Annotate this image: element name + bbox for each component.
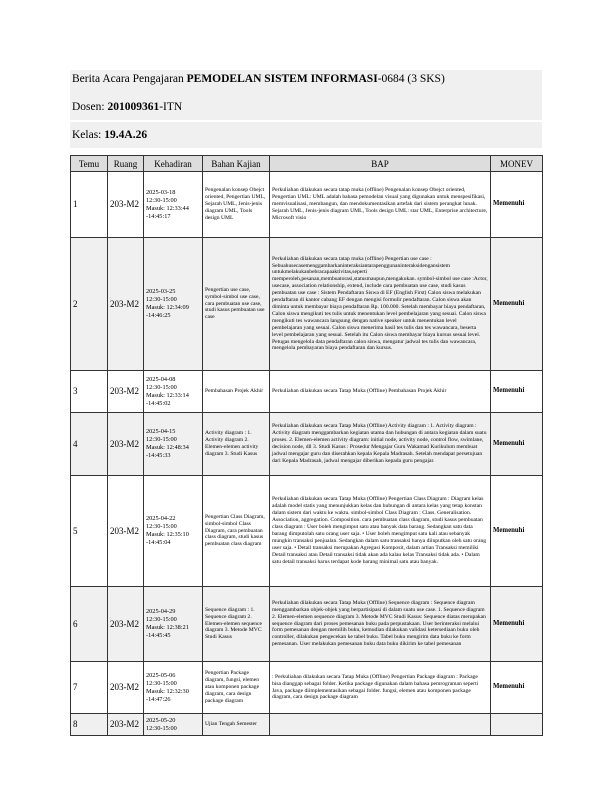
cell-bahan-kajian: Pengertian use case, symbol-simbol use case, cara pembuatan use case, studi kasus pembuatan use case <box>203 238 270 371</box>
course-name: PEMODELAN SISTEM INFORMASI <box>186 73 378 85</box>
cell-bap: Perkuliahan dilakukan secara Tatap Muka (Offline) Activity diagram : 1. Activity diagram : Activity diagram menggambarkan kegiatan utama dan hubungan di antara kegiatan dalam suatu proses. 2. Elemen-elemen activity diagram: initial node, activity node, control flow, swimlane, decision node, dll 3. Studi Kasus : Prosedur Mengajar Guru Wakamad Kurikulum membuat jadwal mengajar guru dan diserahkan kepala Kepala Madrasah. Setelah mendapat persetujuan dari Kepala Madrasah, jadwal mengajar diberikan kepada guru pengajar. <box>270 413 491 476</box>
col-bap: BAP <box>270 156 491 172</box>
col-monev: MONEV <box>491 156 543 172</box>
cell-monev: Memenuhi <box>491 662 543 714</box>
header-kelas <box>70 122 542 148</box>
cell-bahan-kajian: Pengertian Class Diagram, simbol-simbol Class Diagram, cara pembuatan class diagram, studi kasus pembuatan class diagram <box>203 476 270 587</box>
tanggal: 2025-05-20 <box>146 716 176 724</box>
keluar: -14:47:26 <box>146 695 171 703</box>
header-course <box>70 70 542 92</box>
col-ruang: Ruang <box>108 156 144 172</box>
header-dosen <box>70 92 542 120</box>
masuk: Masuk: 12:35:10 <box>146 531 189 538</box>
cell-kehadiran <box>144 172 203 238</box>
cell-bap: Perkuliahan dilakukan secara tatap muka (offline) Pengenalan konsep Obejct oriented, Pengertian UML: UML adalah bahasa pemodelan visual yang digunakan untuk menspesifikasi, memvisualisasi, membangun, dan mendokumentasikan artefak dari sistem perangkat lunak. Sejarah UML, Jenis-jenis diagram UML, Tools design UML: star UML, Enterprise architecture, Microsoft visio <box>270 172 491 238</box>
cell-bap: Perkuliahan dilakukan secara Tatap Muka (Offline) Pembahasan Projek Akhir <box>270 371 491 413</box>
tanggal: 2025-04-22 <box>146 515 176 522</box>
tanggal: 2025-03-18 <box>146 188 176 196</box>
col-bahan-kajian: Bahan Kajian <box>203 156 270 172</box>
table-row <box>71 371 543 413</box>
jam: 12:30-15:00 <box>146 196 177 204</box>
cell-ruang: 203-M2 <box>108 662 144 714</box>
cell-ruang: 203-M2 <box>108 238 144 371</box>
keluar: -14:45:04 <box>146 539 171 546</box>
cell-bap: Perkuliahan dilakukan secara Tatap Muka (Offline) Sequence diagram : Sequence diagram menggambarkan objek-objek yang berpartisipasi di dalam suatu use case. 1. Sequence diagram 2. Elemen-elemen sequence diagram 3. Metode MVC Studi Kasus: Sequence diatas merupakan sequence diagram dari proses pemesanan buku pada perpustakaan. User berinteraksi melalui form pemesanan dengan memilih buku, kemudian dilakukan validasi ketersediaan buku oleh controller, dilakukan pengecekan ke tabel buku. Tabel buku mengirim data buku ke form pemesanan. User melakukan pemesanan buku data buku dikirim ke tabel pemesanan <box>270 587 491 662</box>
cell-bahan-kajian: Sequence diagram : 1. Sequence diagram 2. Elemen-elemen sequence diagram 3. Metode MVC Studi Kasus <box>203 587 270 662</box>
tanggal: 2025-04-15 <box>146 428 176 435</box>
cell-bap <box>270 714 491 736</box>
cell-kehadiran <box>144 238 203 371</box>
tanggal: 2025-04-29 <box>146 608 176 615</box>
cell-bap: : Perkuliahan dilakukan secara Tatap Muka (Offline) Pengertian Package diagram : Package bisa dianggap sebagai folder. Ketika package digunakan dalam bahasa pemrograman seperti Java, package diimplementasikan sebagai folder. fungsi, elemen atau komponen package diagram, cara design package diagram <box>270 662 491 714</box>
cell-kehadiran <box>144 714 203 736</box>
cell-ruang: 203-M2 <box>108 587 144 662</box>
tanggal: 2025-04-08 <box>146 375 176 383</box>
cell-bahan-kajian: Pengenalan konsep Obejct oriented, Pengertian UML, Sejarah UML, Jenis-jenis diagram UML, Tools design UML <box>203 172 270 238</box>
cell-temu: 5 <box>71 476 108 587</box>
cell-monev: Memenuhi <box>491 172 543 238</box>
cell-temu: 3 <box>71 371 108 413</box>
cell-kehadiran <box>144 371 203 413</box>
cell-monev: Memenuhi <box>491 238 543 371</box>
jam: 12:30-15:00 <box>146 616 177 623</box>
jam: 12:30-15:00 <box>146 679 177 687</box>
cell-kehadiran <box>144 662 203 714</box>
table-row <box>71 662 543 714</box>
keluar: -14:46:25 <box>146 312 171 319</box>
masuk: Masuk: 12:34:09 <box>146 304 189 311</box>
course-suffix: -0684 (3 SKS) <box>377 73 445 85</box>
jam: 12:30-15:00 <box>146 724 177 732</box>
cell-temu: 4 <box>71 413 108 476</box>
cell-bahan-kajian: Pembahasan Projek Akhir <box>203 371 270 413</box>
jam: 12:30-15:00 <box>146 523 177 530</box>
kelas-value: 19.4A.26 <box>104 129 148 141</box>
bap-table <box>70 155 543 736</box>
jam: 12:30-15:00 <box>146 383 177 391</box>
table-header-row <box>71 156 543 172</box>
table-row <box>71 172 543 238</box>
cell-ruang: 203-M2 <box>108 476 144 587</box>
cell-ruang: 203-M2 <box>108 371 144 413</box>
cell-temu: 6 <box>71 587 108 662</box>
cell-temu: 7 <box>71 662 108 714</box>
masuk: Masuk: 12:33:14 <box>146 391 189 399</box>
tanggal: 2025-03-25 <box>146 288 176 295</box>
jam: 12:30-15:00 <box>146 296 177 303</box>
cell-kehadiran <box>144 413 203 476</box>
col-temu: Temu <box>71 156 108 172</box>
cell-kehadiran <box>144 587 203 662</box>
cell-monev: Memenuhi <box>491 587 543 662</box>
table-row <box>71 587 543 662</box>
dosen-suffix: -ITN <box>159 101 183 113</box>
masuk: Masuk: 12:33:44 <box>146 204 189 212</box>
cell-monev: Memenuhi <box>491 413 543 476</box>
masuk: Masuk: 12:32:30 <box>146 687 189 695</box>
keluar: -14:45:45 <box>146 632 171 639</box>
keluar: -14:45:17 <box>146 212 171 220</box>
cell-ruang: 203-M2 <box>108 714 144 736</box>
cell-bap: Perkuliahan dilakukan secara tatap muka (offline) Pengertian use case : Sebuahusecasemenggambarkaninteraksiantarapenggunaninteraksidengansistem untukmelakukanbebracapaaktivitas,seperti memperoleh,pesanan,membuatorasi,statusmaupun,mengakukan. symbol-simbol use case :Actor, usecase, association relationship, extend, include cara pembuatan use case, studi kasus pembuatan use case : Sistem Pendaftaran Siswa di EF (English First) Calon siswa melakukan pendaftaran di kantor cabang EF dengan mengisi formulir pendaftaran. Calon siswa akan diminta untuk membayar biaya pendaftaran Rp. 100.000. Setelah membayar biaya pendaftaran, Calon siswa mengikuti tes tulis untuk menentukan level pembelajaran yang sesuai. Calon siswa mengikuti tes wawancara langsung dengan native speaker untuk menentukan level pembelajaran yang sesuai. Calon siswa menerima hasil tes tulis dan tes wawancara, beserta level pembelajaran yang sesuai. Setelah itu Calon siswa membayar biaya kursus sesuai level. Petugas mengelola data pendaftaran calon siswa, mengatur jadwal tes tulis dan wawancara, mengelola pembayaran biaya pendaftaran dan kursus. <box>270 238 491 371</box>
keluar: -14:45:33 <box>146 452 171 459</box>
cell-ruang: 203-M2 <box>108 413 144 476</box>
cell-bap: Perkuliahan dilakukan secara Tatap Muka (Offline) Pengertian Class Diagram : Diagram kelas adalah model statis yang menunjukkan kelas dan hubungan di antara kelas yang tetap konstan dalam sistem dari waktu ke waktu. simbol-simbol Class Diagram : Class. Generalisation. Association, aggregation. Composition. cara pembuatan class diagram, studi kasus pembuatan class diagram : User boleh mengimput satu atau banyak data barang. Sedangkan satu data barang dimputolah satu orang user saja. • User boleh mengimput satu kali atau sebanyak mungkin transaksi penjualan. Sedangkan dalam satu transaksi hanya diinputkan oleh satu orang user saja. • Detail transaksi merupakan Agregasi Komposit, dalam artian Transaksi memiliki Detail transaksi atau Detail transaksi tidak akan ada kalau kelas Transaksi tidak ada. • Dalam satu detail transaksi harus terdapat kode barang minimal satu atau banyak. <box>270 476 491 587</box>
jam: 12:30-15:00 <box>146 436 177 443</box>
table-row <box>71 238 543 371</box>
masuk: Masuk: 12:48:34 <box>146 444 189 451</box>
cell-kehadiran <box>144 476 203 587</box>
keluar: -14:45:02 <box>146 399 171 407</box>
dosen-label: Dosen: <box>72 101 108 113</box>
cell-ruang: 203-M2 <box>108 172 144 238</box>
cell-temu: 2 <box>71 238 108 371</box>
masuk: Masuk: 12:38:21 <box>146 624 189 631</box>
col-kehadiran: Kehadiran <box>144 156 203 172</box>
cell-monev: Memenuhi <box>491 476 543 587</box>
tanggal: 2025-05-06 <box>146 671 176 679</box>
table-row <box>71 476 543 587</box>
cell-temu: 8 <box>71 714 108 736</box>
cell-bahan-kajian: Ujian Tengah Semester <box>203 714 270 736</box>
title-prefix: Berita Acara Pengajaran <box>72 73 187 85</box>
dosen-id: 201009361 <box>107 101 160 113</box>
cell-monev: Memenuhi <box>491 371 543 413</box>
cell-temu: 1 <box>71 172 108 238</box>
cell-monev <box>491 714 543 736</box>
table-row <box>71 714 543 736</box>
kelas-label: Kelas: <box>72 129 105 141</box>
cell-bahan-kajian: Activity diagram : 1. Activity diagram 2. Elemen-elemen activity diagram 3. Studi Kasus <box>203 413 270 476</box>
table-row <box>71 413 543 476</box>
cell-bahan-kajian: Pengertian Package diagram, fungsi, elemen atau komponen package diagram, cara design package diagram <box>203 662 270 714</box>
